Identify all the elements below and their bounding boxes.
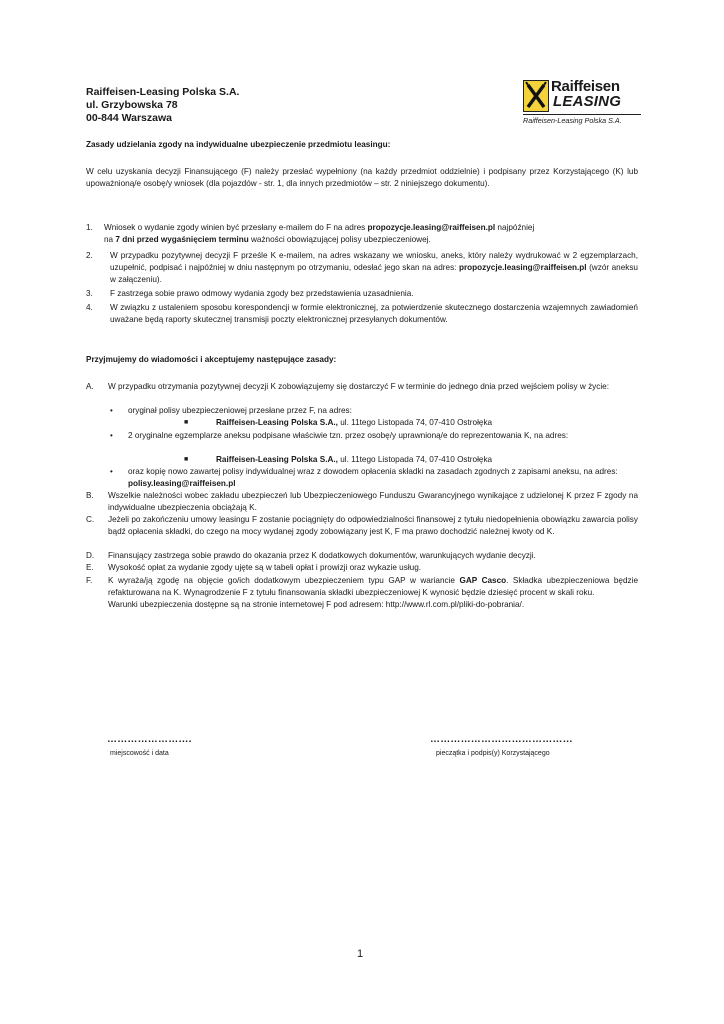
place-date-dots: ……………………. (107, 734, 192, 745)
company-street: ul. Grzybowska 78 (86, 99, 178, 111)
bullet-icon: • (110, 406, 113, 415)
rule-letter: D. (86, 551, 95, 560)
item-2-text (110, 250, 638, 286)
rule-letter: C. (86, 515, 95, 524)
item-2-body: W przypadku pozytywnej decyzji F prześle K e-mailem, na adres wskazany we wniosku, aneks, który należy wydrukować w 2 egzemplarzach, uzupełnić, podpisać i najpóźniej w dniu następnym po otrzymaniu, odesłać jego skan na adres: (110, 251, 638, 272)
email-link: propozycje.leasing@raiffeisen.pl (367, 223, 496, 232)
item-4-text: W związku z ustaleniem sposobu korespondencji w formie elektronicznej, za potwierdzenie skutecznego dostarczenia wzajemnych zawiadomień uważane będą raporty skutecznej transmisji poczty elektronicznej przesyłanych dokumentów. (110, 303, 638, 324)
item-1-line-1 (104, 222, 638, 234)
rule-a-text: W przypadku otrzymania pozytywnej decyzji K zobowiązujemy się dostarczyć F w terminie do jednego dnia przed wejściem polisy w życie: (108, 382, 610, 391)
item-2-tail: (wzór aneksu w załączeniu). (110, 263, 638, 284)
section-title-rules: Zasady udzielania zgody na indywidualne ubezpieczenie przedmiotu leasingu: (86, 140, 391, 149)
item-number: 4. (86, 303, 93, 312)
address-line-2 (216, 454, 492, 466)
address-company: Raiffeisen-Leasing Polska S.A., (216, 455, 338, 464)
item-number: 2. (86, 251, 93, 260)
item-number: 1. (86, 223, 93, 232)
rule-letter: A. (86, 382, 94, 391)
rule-d-text: Finansujący zastrzega sobie prawdo do okazania przez K dodatkowych dokumentów, warunkujących wydanie decyzji. (108, 551, 536, 560)
address-line-1 (216, 417, 492, 429)
page-number: 1 (357, 948, 364, 960)
email-link: propozycje.leasing@raiffeisen.pl (458, 263, 587, 272)
deadline-text: 7 dni przed wygaśnięciem terminu (115, 235, 249, 244)
signature-label: pieczątka i podpis(y) Korzystającego (436, 750, 550, 757)
item-1-text-end: najpóźniej (495, 223, 535, 232)
square-bullet-icon: ■ (184, 456, 189, 463)
signature-dots: …………………………………… (430, 734, 573, 745)
square-bullet-icon: ■ (184, 419, 189, 426)
rule-b-text: Wszelkie należności wobec zakładu ubezpieczeń lub Ubezpieczeniowego Funduszu Gwarancyjnego wynikające z udzielonej K przez F zgody na indywidualne ubezpieczenia obciążają K. (108, 491, 638, 512)
address-street: ul. 11tego Listopada 74, 07-410 Ostrołęka (337, 418, 493, 427)
rule-f-part-1: K wyraża/ją zgodę na objęcie go/ich dodatkowym ubezpieczeniem typu GAP w wariancie (108, 576, 460, 585)
logo-leasing: LEASING (553, 93, 622, 110)
gable-cross-icon (523, 80, 549, 112)
rule-letter: E. (86, 563, 94, 572)
rule-c-text: Jeżeli po zakończeniu umowy leasingu F zostanie pociągnięty do odpowiedzialności finansowej z tytułu niedopełnienia obowiązku zawarcia polisy bądź opłacenia składki, do czego na mocy wydanej zgody zobowiązany jest K, F ma prawo dochodzić należnej kwoty od K. (108, 515, 638, 536)
rule-a-bullet-1: oryginał polisy ubezpieczeniowej przesłane przez F, na adres: (128, 406, 352, 415)
company-name: Raiffeisen-Leasing Polska S.A. (86, 86, 240, 98)
bullet-icon: • (110, 467, 113, 476)
rule-letter: F. (86, 576, 93, 585)
address-company: Raiffeisen-Leasing Polska S.A., (216, 418, 338, 427)
email-link: polisy.leasing@raiffeisen.pl (128, 479, 236, 488)
item-1-line-2 (104, 234, 638, 246)
gap-casco-label: GAP Casco (459, 576, 507, 585)
bullet-icon: • (110, 431, 113, 440)
raiffeisen-logo (523, 80, 641, 128)
rule-e-text: Wysokość opłat za wydanie zgody ujęte są w tabeli opłat i prowizji oraz wykazie usług. (108, 563, 422, 572)
bullet-3-text: oraz kopię nowo zawartej polisy indywidualnej wraz z dowodem opłacenia składki na zasadach zgodnych z zapisami aneksu, na adres: (128, 467, 618, 476)
place-date-label: miejscowość i data (110, 750, 169, 757)
rule-letter: B. (86, 491, 94, 500)
item-1-text: Wniosek o wydanie zgody winien być przesłany e-mailem do F na adres (104, 223, 368, 232)
item-1-text-3: ważności obowiązującej polisy ubezpieczeniowej. (248, 235, 431, 244)
company-address (86, 86, 239, 125)
rule-f-part-2: . Składka ubezpieczeniowa będzie refakturowana na K. Wynagrodzenie F z tytułu finansowania składki ubezpieczeniowej K wynosić będzie dziesięć procent w skali roku. (108, 576, 638, 597)
rule-f-text (108, 575, 638, 611)
item-1-text-2: na (104, 235, 116, 244)
intro-paragraph: W celu uzyskania decyzji Finansującego (F) należy przesłać wypełniony (na każdy przedmiot oddzielnie) i podpisany przez Korzystającego (K) lub upoważnioną/e osobę/y wniosek (dla pojazdów - str. 1, dla innych przedmiotów – str. 2 niniejszego dokumentu). (86, 167, 638, 188)
company-city: 00-844 Warszawa (86, 112, 172, 124)
address-street: ul. 11tego Listopada 74, 07-410 Ostrołęka (337, 455, 493, 464)
section-title-accept: Przyjmujemy do wiadomości i akceptujemy następujące zasady: (86, 355, 337, 364)
logo-name: Raiffeisen (551, 78, 620, 95)
logo-subtitle: Raiffeisen-Leasing Polska S.A. (523, 114, 641, 125)
item-number: 3. (86, 289, 93, 298)
rule-a-bullet-3 (128, 466, 638, 490)
insurance-terms-link: Warunki ubezpieczenia dostępne są na stronie internetowej F pod adresem: http://www.rl.com.pl/pliki-do-pobrania/. (108, 600, 525, 609)
item-3-text: F zastrzega sobie prawo odmowy wydania zgody bez przedstawienia uzasadnienia. (110, 289, 414, 298)
rule-a-bullet-2: 2 oryginalne egzemplarze aneksu podpisane właściwie tzn. przez osobę/y uprawnioną/e do reprezentowania K, na adres: (128, 431, 569, 440)
